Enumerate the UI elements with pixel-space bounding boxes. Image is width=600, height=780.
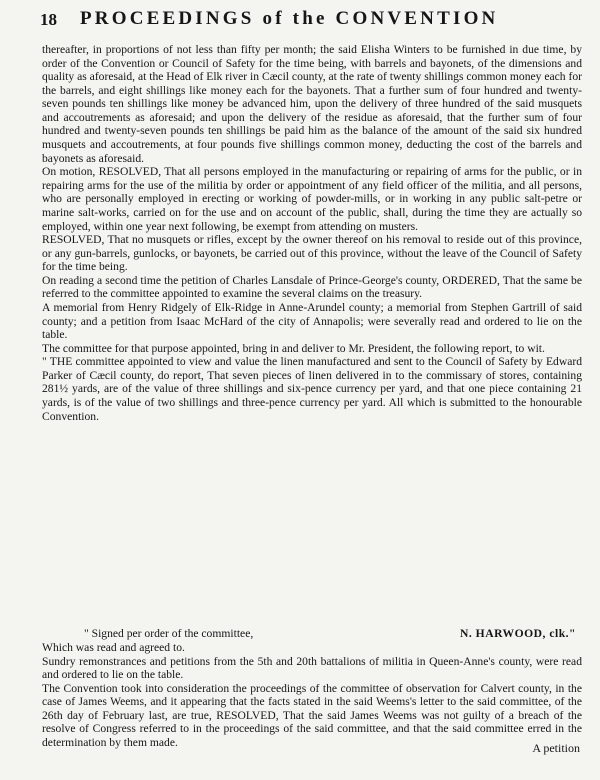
signature-attestation: " Signed per order of the committee,	[84, 627, 254, 640]
body-text: thereafter, in proportions of not less than fifty per month; the said Elisha Winters to be furnished in due time, by order of the Convention or Council of Safety for the time being, with barrels and bayonets, of the dimensions and quality as aforesaid, at the Head of Elk river in Cæcil county, at the rate of twenty shillings common money each for the barrels, and eight shillings like money each for the bayonets. That a further sum of four hundred and twenty-seven pounds ten shillings like money be advanced him, upon the delivery of three hundred of the said musquets and accoutrements as aforesaid; and upon the delivery of the residue as aforesaid, that the further sum of four hundred and twenty-seven pounds ten shillings be paid him as the balance of the amount of the said six hundred musquets and accoutrements, at four pounds five shillings common money, deducting the cost of the barrels and bayonets as aforesaid. On motion, RESOLVED, That all persons employed in the manufacturing or repairing of arms for the public, or in repairing arms for the use of the militia by order or appointment of any field officer of the militia, and all persons, who are personally employed in erecting or working of powder-mills, or in working in any public salt-petre or marine salt-works, carried on for the use and on account of the public, shall, during the time they are actually so employed, within one year next following, be exempt from attending on musters. RESOLVED, That no musquets or rifles, except by the owner thereof on his removal to reside out of this province, or any gun-barrels, gunlocks, or bayonets, be carried out of this province, without the leave of the Council of Safety for the time being. On reading a second time the petition of Charles Lansdale of Prince-George's county, ORDERED, That the same be referred to the committee appointed to examine the several claims on the treasury. A memorial from Henry Ridgely of Elk-Ridge in Anne-Arundel county; a memorial from Stephen Gartrill of said county; and a petition from Isaac McHard of the city of Annapolis; were severally read and ordered to lie on the table. The committee for that purpose appointed, bring in and deliver to Mr. President, the following report, to wit. " THE committee appointed to view and value the linen manufactured and sent to the Council of Safety by Edward Parker of Cæcil county, do report, That seven pieces of linen delivered in to the commissary of stores, containing 281½ yards, are of the value of three shillings and six-pence currency per yard, and that one piece containing 21 yards, is of the value of two shillings and three-pence currency per yard. All which is submitted to the honourable Convention.	[42, 43, 582, 423]
page-header	[40, 4, 585, 38]
page-number: 18	[40, 10, 57, 29]
running-title: PROCEEDINGS of the CONVENTION	[80, 8, 499, 29]
closing-text: Which was read and agreed to. Sundry remonstrances and petitions from the 5th and 20th battalions of militia in Queen-Anne's county, were read and ordered to lie on the table. The Convention took into consideration the proceedings of the committee of observation for Calvert county, in the case of James Weems, and it appearing that the facts stated in the said Weems's letter to the said committee, of the 26th day of February last, are true, RESOLVED, That the said James Weems was not guilty of a breach of the resolve of Congress referred to in the proceedings of the said committee, and that the said committee erred in the determination by them made.	[42, 641, 582, 750]
signature-line	[42, 627, 582, 641]
signature-name: N. HARWOOD, clk."	[460, 627, 576, 640]
catchword: A petition	[532, 741, 580, 755]
